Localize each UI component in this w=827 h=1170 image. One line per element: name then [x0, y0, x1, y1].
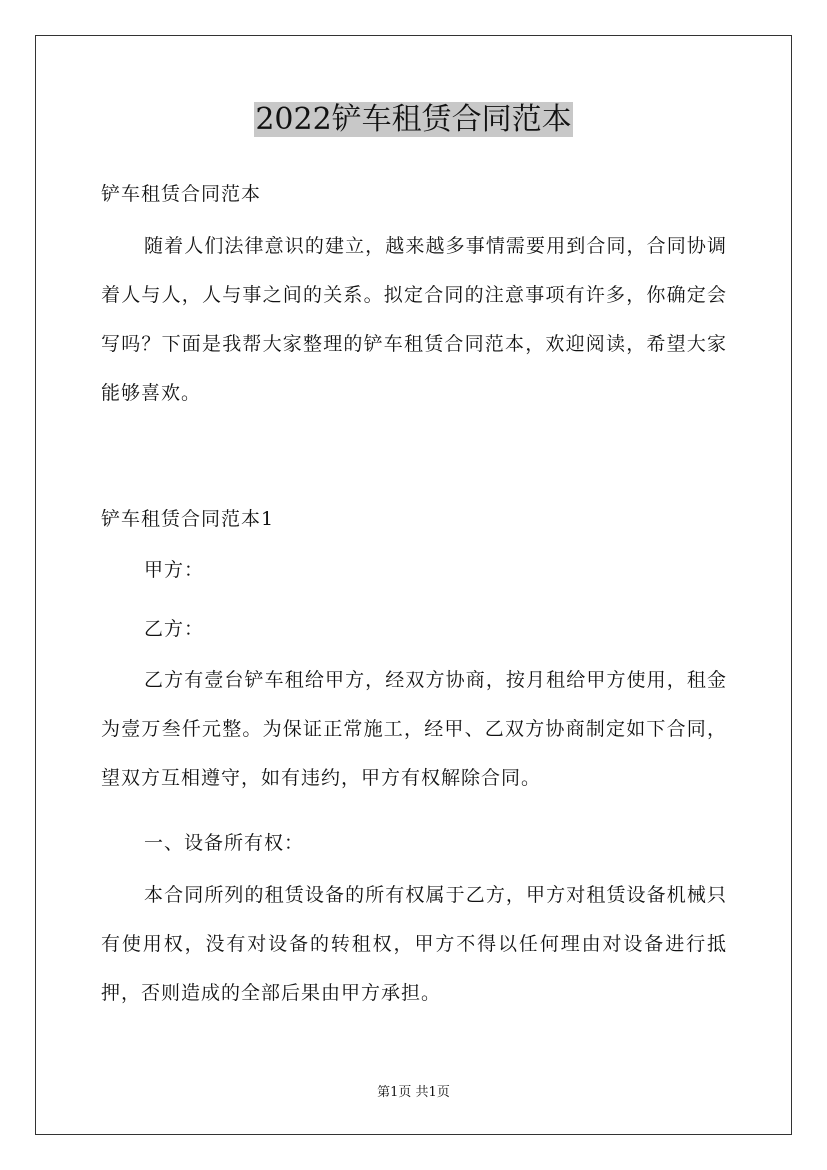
document-title-text: 2022铲车租赁合同范本: [255, 102, 572, 137]
page-footer: 第1页 共1页: [377, 1085, 450, 1100]
party-b-label: 乙方：: [144, 618, 205, 640]
lease-paragraph: 乙方有壹台铲车租给甲方，经双方协商，按月租给甲方使用，租金为壹万叁仟元整。为保证正常施工，经甲、乙双方协商制定如下合同，望双方互相遵守，如有违约，甲方有权解除合同。: [101, 669, 727, 789]
clause-1-body: 本合同所列的租赁设备的所有权属于乙方，甲方对租赁设备机械只有使用权，没有对设备的转租权，甲方不得以任何理由对设备进行抵押，否则造成的全部后果由甲方承担。: [101, 884, 727, 1004]
section-heading: 铲车租赁合同范本1: [101, 508, 275, 530]
intro-paragraph: 随着人们法律意识的建立，越来越多事情需要用到合同，合同协调着人与人，人与事之间的关系。拟定合同的注意事项有许多，你确定会写吗？下面是我帮大家整理的铲车租赁合同范本，欢迎阅读，希望大家能够喜欢。: [101, 235, 727, 404]
clause-1-title: 一、设备所有权：: [144, 832, 305, 854]
document-title: [0, 98, 827, 142]
party-a-label: 甲方：: [144, 559, 205, 581]
subtitle: 铲车租赁合同范本: [101, 183, 262, 205]
